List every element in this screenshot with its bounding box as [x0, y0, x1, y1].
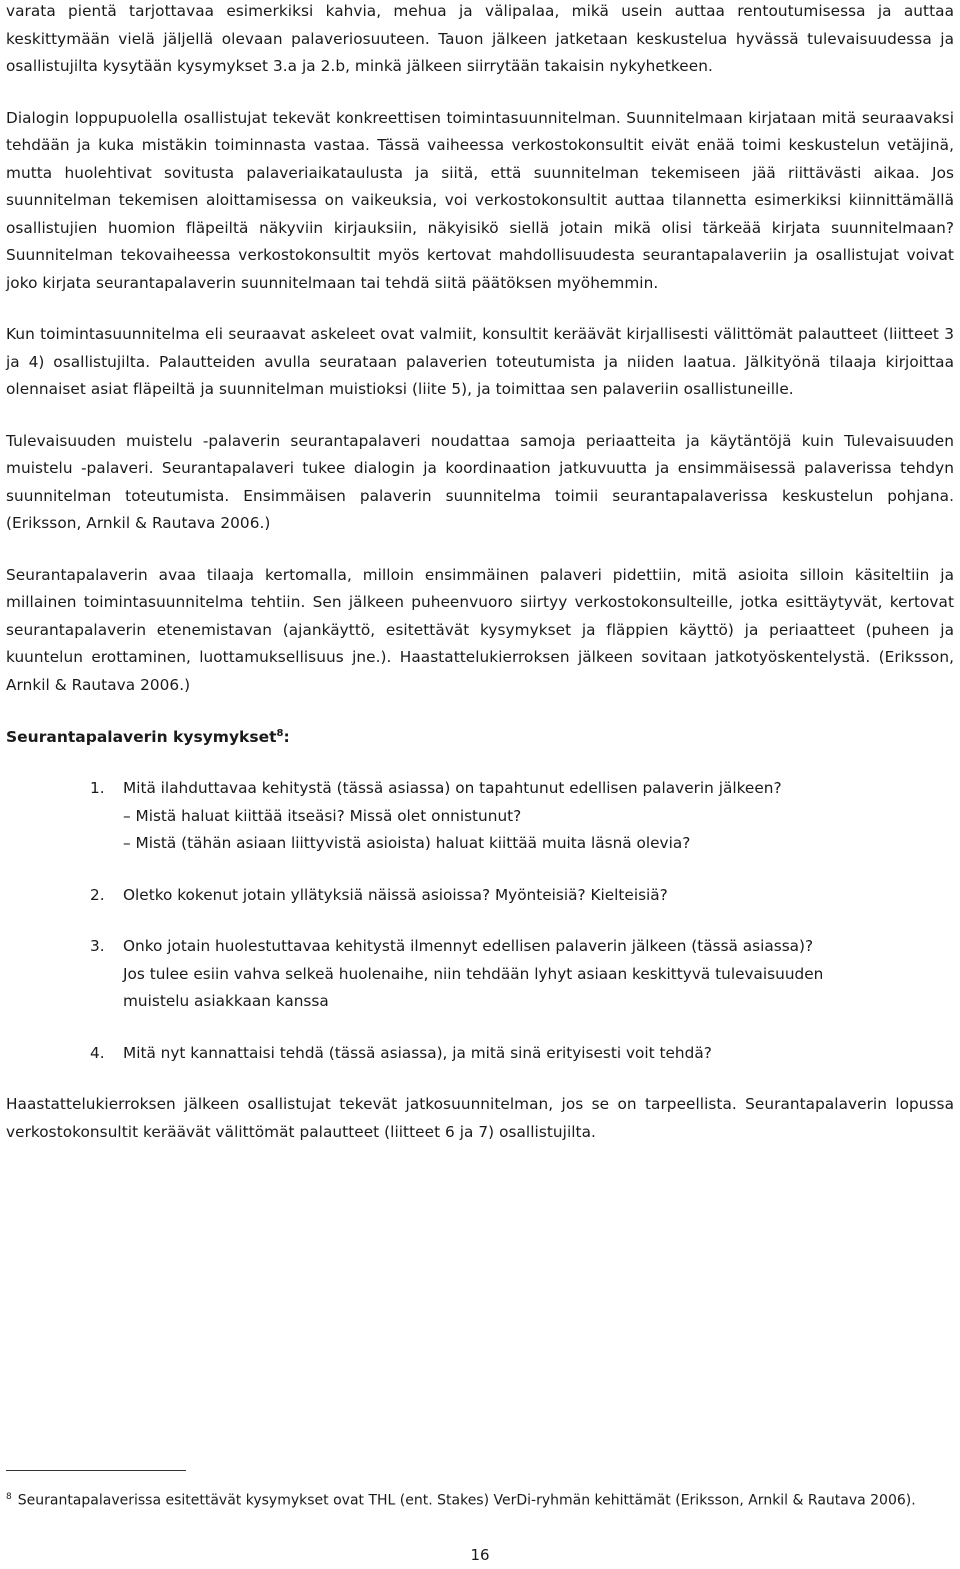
paragraph-follow-up-opening: Seurantapalaverin avaa tilaaja kertomalla, milloin ensimmäinen palaveri pidettiin, mitä asioita silloin käsiteltiin ja millainen toimintasuunnitelma tehtiin. Sen jälkeen puheenvuoro siirtyy verkostokonsulteille, jotka esittäytyvät, kertovat seurantapalaverin etenemistavan (ajankäyttö, esitettävät kysymykset ja fläppien käyttö) ja periaatteet (puheen ja kuuntelun erottaminen, luottamuksellisuus jne.). Haastattelukierroksen jälkeen sovitaan jatkotyöskentelystä. (Eriksson, Arnkil & Rautava 2006.) [6, 565, 954, 694]
paragraph-follow-up-closing: Haastattelukierroksen jälkeen osallistujat tekevät jatkosuunnitelman, jos se on tarpeellista. Seurantapalaverin lopussa verkostokonsultit keräävät välittömät palautteet (liitteet 6 ja 7) osallistujilta. [6, 1095, 954, 1141]
question-item [90, 882, 954, 910]
footnote-text: Seurantapalaverissa esitettävät kysymykset ovat THL (ent. Stakes) VerDi-ryhmän kehittämät (Eriksson, Arnkil & Rautava 2006). [17, 1492, 916, 1509]
question-line: muistelu asiakkaan kanssa [123, 992, 329, 1010]
question-item [90, 1040, 954, 1068]
footnote-divider [6, 1470, 186, 1471]
question-line: Mitä nyt kannattaisi tehdä (tässä asiassa), ja mitä sinä erityisesti voit tehdä? [123, 1043, 712, 1062]
question-line: – Mistä haluat kiittää itseäsi? Missä olet onnistunut? [123, 806, 522, 825]
paragraph-break-refreshments: varata pientä tarjottavaa esimerkiksi kahvia, mehua ja välipalaa, mikä usein auttaa rentoutumisessa ja auttaa keskittymään vielä jäljellä olevaan palaveriosuuteen. Tauon jälkeen jatketaan keskustelua hyvässä tulevaisuudessa ja osallistujilta kysytään kysymykset 3.a ja 2.b, minkä jälkeen siirrytään takaisin nykyhetkeen. [6, 2, 954, 75]
question-line: Mitä ilahduttavaa kehitystä (tässä asiassa) on tapahtunut edellisen palaverin jälkeen? [123, 779, 782, 797]
paragraph-action-plan: Dialogin loppupuolella osallistujat tekevät konkreettisen toimintasuunnitelman. Suunnitelmaan kirjataan mitä seuraavaksi tehdään ja kuka mistäkin toiminnasta vastaa. Tässä vaiheessa verkostokonsultit eivät enää toimi keskustelun vetäjinä, mutta huolehtivat sovitusta palaveriaikataulusta ja siitä, että suunnitelman tekemiseen jää riittävästi aikaa. Jos suunnitelman tekemisen aloittamisessa on vaikeuksia, voi verkostokonsultit auttaa tilannetta esimerkiksi kiinnittämällä osallistujien huomion fläpeiltä näkyviin kirjauksiin, näkyisikö siellä jotain mikä olisi tärkeää kirjata suunnitelmaan? Suunnitelman tekovaiheessa verkostokonsultit myös kertovat mahdollisuudesta seurantapalaveriin ja osallistujat voivat joko kirjata seurantapalaverin suunnitelmaan tai tehdä siitä päätöksen myöhemmin. [6, 108, 954, 292]
footnote-reference: 8 [276, 727, 284, 739]
question-line: Onko jotain huolestuttavaa kehitystä ilmennyt edellisen palaverin jälkeen (tässä asiassa)? [123, 937, 814, 955]
document-page [6, 0, 954, 1146]
paragraph-follow-up-principles: Tulevaisuuden muistelu -palaverin seurantapalaveri noudattaa samoja periaatteita ja käytäntöjä kuin Tulevaisuuden muistelu -palaveri. Seurantapalaveri tukee dialogin ja koordinaation jatkuvuutta ja ensimmäisessä palaverissa tehdyn suunnitelman toteutumista. Ensimmäisen palaverin suunnitelma toimii seurantapalaverissa keskustelun pohjana. (Eriksson, Arnkil & Rautava 2006.) [6, 431, 954, 532]
paragraph-feedback: Kun toimintasuunnitelma eli seuraavat askeleet ovat valmiit, konsultit keräävät kirjallisesti välittömät palautteet (liitteet 3 ja 4) osallistujilta. Palautteiden avulla seurataan palaverien toteutumista ja niiden laatua. Jälkityönä tilaaja kirjoittaa olennaiset asiat fläpeiltä ja suunnitelman muistioksi (liite 5), ja toimittaa sen palaveriin osallistuneille. [6, 325, 954, 398]
question-number: 3. [90, 937, 105, 955]
footnote [6, 1487, 954, 1511]
question-item [90, 775, 954, 858]
questions-heading-colon: : [283, 728, 290, 746]
question-line: Oletko kokenut jotain yllätyksiä näissä asioissa? Myönteisiä? Kielteisiä? [123, 885, 668, 904]
question-number: 4. [90, 1043, 105, 1062]
questions-list [90, 775, 954, 1067]
question-item [90, 933, 954, 1016]
questions-heading [6, 723, 954, 751]
footnote-marker: 8 [6, 1492, 12, 1502]
questions-heading-text: Seurantapalaverin kysymykset [6, 728, 277, 746]
question-line: Jos tulee esiin vahva selkeä huolenaihe, niin tehdään lyhyt asiaan keskittyvä tulevaisuuden [123, 964, 824, 983]
question-number: 1. [90, 779, 105, 797]
question-number: 2. [90, 885, 105, 904]
question-line: – Mistä (tähän asiaan liittyvistä asioista) haluat kiittää muita läsnä olevia? [123, 834, 691, 852]
page-number: 16 [470, 1546, 490, 1564]
